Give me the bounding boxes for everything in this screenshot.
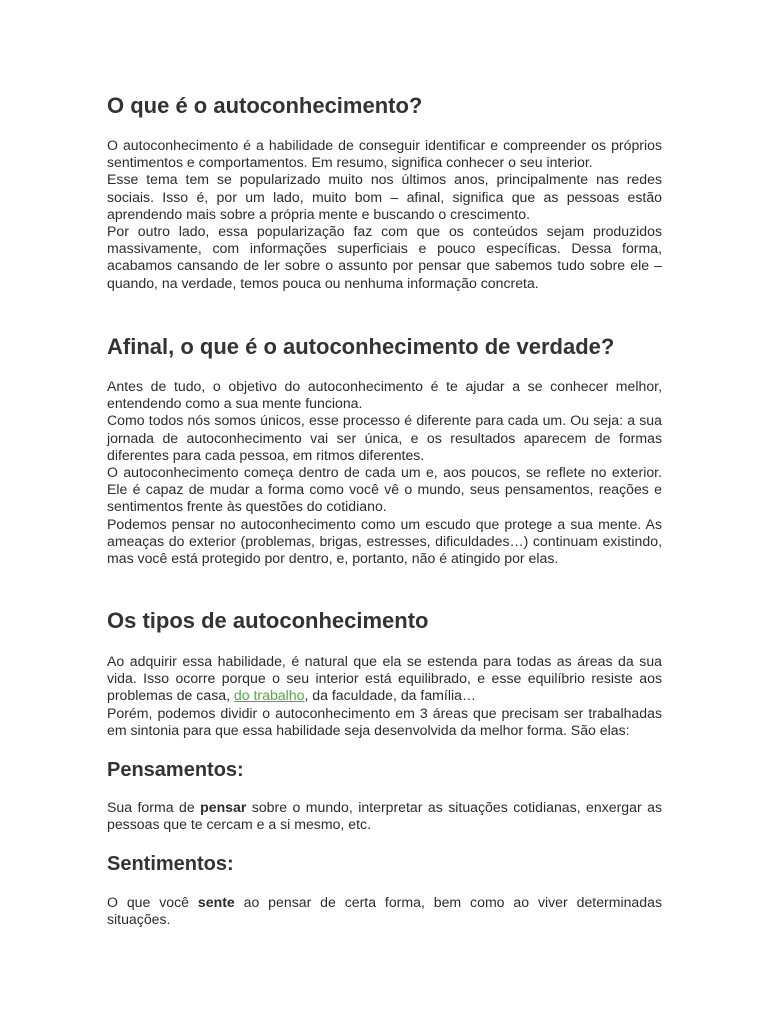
paragraph: Por outro lado, essa popularização faz com que os conteúdos sejam produzidos massivamente, com informações superficiais e pouco específicas. Dessa forma, acabamos cansando de ler sobre o assunto por pensar que sabemos tudo sobre ele – quando, na verdade, temos pouca ou nenhuma informação concreta.	[107, 223, 662, 291]
section-heading-what-is-self-knowledge: O que é o autoconhecimento?	[107, 93, 423, 118]
paragraph: Esse tema tem se popularizado muito nos últimos anos, principalmente nas redes sociais. Isso é, por um lado, muito bom – afinal, significa que as pessoas estão aprendendo mais sobre a própria mente e buscando o crescimento.	[107, 171, 662, 222]
paragraph: O autoconhecimento começa dentro de cada um e, aos poucos, se reflete no exterior. Ele é capaz de mudar a forma como você vê o mundo, seus pensamentos, reações e sentimentos frente às questões do cotidiano.	[107, 464, 662, 515]
paragraph	[107, 894, 662, 928]
section-body-thoughts	[107, 799, 662, 833]
text-span: , da faculdade, da família…	[304, 687, 477, 704]
paragraph	[107, 653, 662, 705]
paragraph	[107, 799, 662, 833]
section-heading-types: Os tipos de autoconhecimento	[107, 608, 429, 633]
section-body-feelings	[107, 894, 662, 928]
section-body-true-self-knowledge	[107, 378, 662, 567]
subheading-feelings: Sentimentos:	[107, 853, 234, 875]
paragraph: O autoconhecimento é a habilidade de conseguir identificar e compreender os próprios sentimentos e comportamentos. Em resumo, significa conhecer o seu interior.	[107, 137, 662, 171]
section-body-what-is-self-knowledge	[107, 137, 662, 292]
paragraph: Como todos nós somos únicos, esse processo é diferente para cada um. Ou seja: a sua jornada de autoconhecimento vai ser única, e os resultados aparecem de formas diferentes para cada pessoa, em ritmos diferentes.	[107, 412, 662, 463]
text-span: Ao adquirir essa habilidade, é natural que ela se estenda para todas as áreas da sua vida. Isso ocorre porque o seu interior está equilibrado, e esse equilíbrio resiste aos problemas de casa,	[107, 653, 662, 704]
section-body-types	[107, 653, 662, 739]
paragraph: Porém, podemos dividir o autoconhecimento em 3 áreas que precisam ser trabalhadas em sintonia para que essa habilidade seja desenvolvida da melhor forma. São elas:	[107, 704, 662, 738]
paragraph: Podemos pensar no autoconhecimento como um escudo que protege a sua mente. As ameaças do exterior (problemas, brigas, estresses, dificuldades…) continuam existindo, mas você está protegido por dentro, e, portanto, não é atingido por elas.	[107, 515, 662, 567]
work-link[interactable]: do trabalho	[233, 687, 305, 704]
section-heading-true-self-knowledge: Afinal, o que é o autoconhecimento de verdade?	[107, 334, 615, 359]
text-span: O que você	[107, 894, 198, 910]
subheading-thoughts: Pensamentos:	[107, 759, 244, 781]
bold-term: pensar	[200, 799, 247, 815]
text-span: sobre o mundo, interpretar as situações cotidianas, enxergar as pessoas que te cercam e a si mesmo, etc.	[107, 799, 662, 833]
text-span: Sua forma de	[107, 799, 201, 815]
text-span: ao pensar de certa forma, bem como ao viver determinadas situações.	[107, 894, 662, 928]
bold-term: sente	[197, 894, 235, 910]
paragraph: Antes de tudo, o objetivo do autoconhecimento é te ajudar a se conhecer melhor, entendendo como a sua mente funciona.	[107, 378, 662, 412]
